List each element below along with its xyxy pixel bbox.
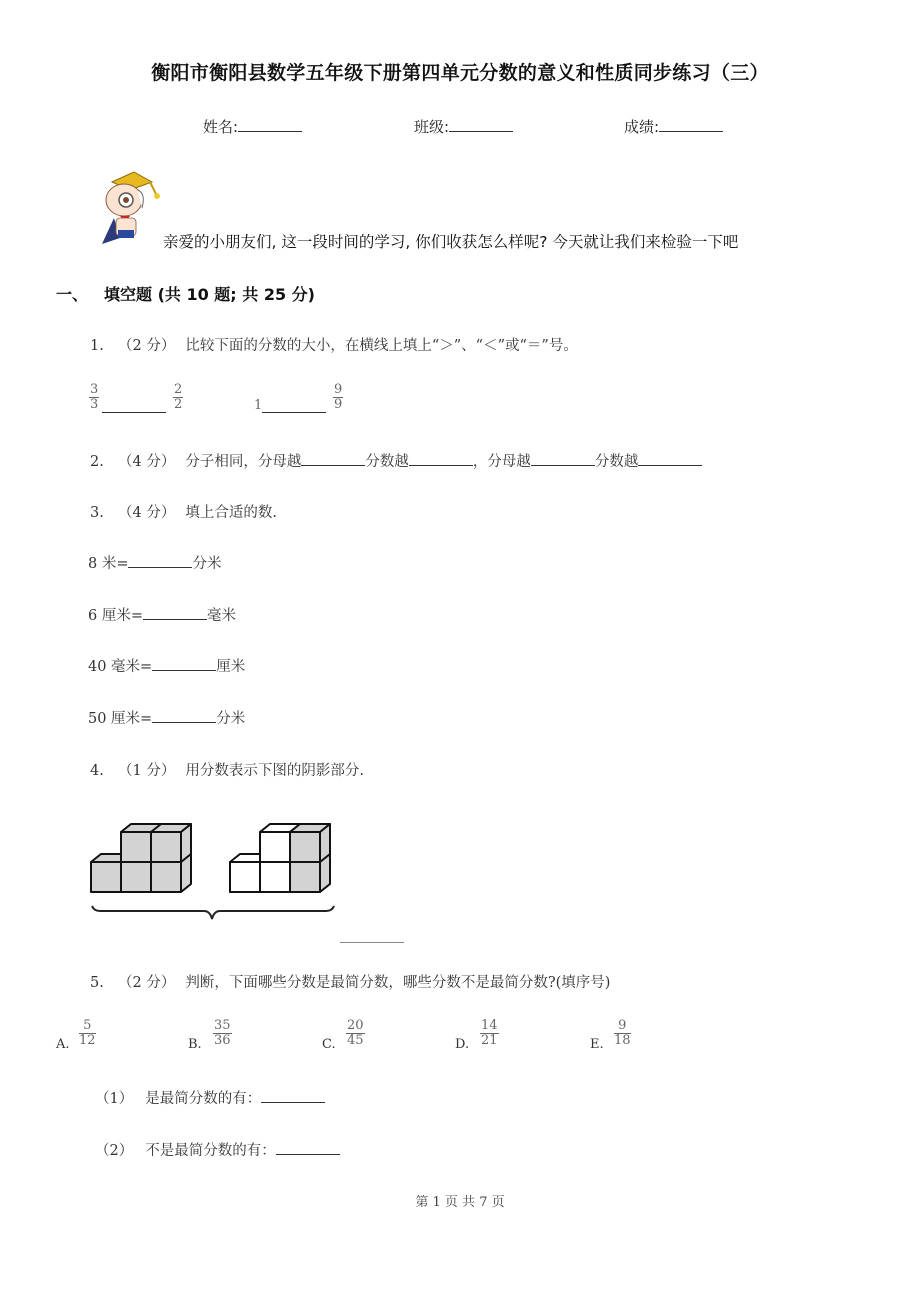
question-points: （1 分） bbox=[118, 763, 176, 779]
option-a-fraction: $\frac{5}{12}$ bbox=[79, 1018, 96, 1048]
question-text: 比较下面的分数的大小，在横线上填上“＞”、“＜”或“＝”号。 bbox=[185, 338, 578, 354]
question-5 bbox=[90, 971, 610, 992]
class-label: 班级: bbox=[414, 118, 450, 136]
section-title: 填空题 (共 10 题; 共 25 分) bbox=[104, 285, 315, 304]
fraction-2-2: $\frac{2}{2}$ bbox=[174, 382, 183, 412]
question-text-part: 分数越 bbox=[365, 454, 409, 470]
question-number: 4. bbox=[90, 763, 104, 779]
page-footer: 第 1 页 共 7 页 bbox=[415, 1195, 505, 1210]
question-number: 5. bbox=[90, 975, 104, 991]
option-d-fraction: $\frac{14}{21}$ bbox=[481, 1018, 498, 1048]
answer-blank[interactable] bbox=[128, 553, 192, 568]
compare-blank-2[interactable] bbox=[262, 398, 326, 413]
answer-blank[interactable] bbox=[152, 656, 216, 671]
name-label: 姓名: bbox=[203, 118, 239, 136]
figure-answer-blank[interactable] bbox=[340, 928, 404, 943]
option-e-label: E. bbox=[590, 1037, 604, 1052]
question-points: （4 分） bbox=[118, 454, 176, 470]
conversion-1: 8 米= 分米 bbox=[88, 552, 221, 573]
question-3 bbox=[90, 501, 277, 522]
name-field bbox=[203, 116, 302, 137]
question-2 bbox=[90, 450, 702, 471]
question-1 bbox=[90, 334, 578, 355]
section-number: 一、 bbox=[56, 285, 89, 304]
score-label: 成绩: bbox=[624, 118, 660, 136]
page-title: 衡阳市衡阳县数学五年级下册第四单元分数的意义和性质同步练习（三） bbox=[151, 62, 769, 84]
answer-blank[interactable] bbox=[531, 451, 595, 466]
score-blank[interactable] bbox=[659, 117, 723, 132]
question-text-part: ，分母越 bbox=[472, 454, 531, 470]
conversion-4: 50 厘米= 分米 bbox=[88, 707, 245, 728]
class-blank[interactable] bbox=[449, 117, 513, 132]
question-text-part: 分数越 bbox=[594, 454, 639, 470]
sub-question-2: （2） 不是最简分数的有： bbox=[95, 1139, 340, 1160]
cube-figure bbox=[88, 822, 340, 922]
question-text: 填上合适的数. bbox=[185, 505, 277, 521]
answer-blank[interactable] bbox=[152, 708, 216, 723]
conversion-3: 40 毫米= 厘米 bbox=[88, 655, 245, 676]
question-text-part: 分子相同，分母越 bbox=[185, 454, 302, 470]
option-c-label: C. bbox=[322, 1037, 336, 1052]
option-b-label: B. bbox=[188, 1037, 202, 1052]
answer-blank[interactable] bbox=[143, 605, 207, 620]
name-blank[interactable] bbox=[238, 117, 302, 132]
question-text: 判断，下面哪些分数是最简分数，哪些分数不是最简分数?(填序号) bbox=[185, 975, 611, 991]
conversion-2: 6 厘米= 毫米 bbox=[88, 604, 236, 625]
compare-blank-1[interactable] bbox=[102, 398, 166, 413]
section-heading bbox=[56, 282, 315, 305]
question-number: 2. bbox=[90, 454, 104, 470]
mascot-icon bbox=[90, 168, 170, 248]
option-a-label: A. bbox=[56, 1037, 70, 1052]
answer-blank[interactable] bbox=[261, 1088, 325, 1103]
option-c-fraction: $\frac{20}{45}$ bbox=[347, 1018, 364, 1048]
option-b-fraction: $\frac{35}{36}$ bbox=[214, 1018, 231, 1048]
question-number: 1. bbox=[90, 338, 104, 354]
question-points: （2 分） bbox=[118, 975, 176, 991]
class-field bbox=[414, 116, 513, 137]
answer-blank[interactable] bbox=[638, 451, 702, 466]
question-number: 3. bbox=[90, 505, 104, 521]
answer-blank[interactable] bbox=[301, 451, 365, 466]
option-d-label: D. bbox=[455, 1037, 470, 1052]
question-text: 用分数表示下图的阴影部分. bbox=[185, 763, 364, 779]
option-e-fraction: $\frac{9}{18}$ bbox=[614, 1018, 631, 1048]
score-field bbox=[624, 116, 723, 137]
fraction-9-9: $\frac{9}{9}$ bbox=[334, 382, 343, 412]
answer-blank[interactable] bbox=[276, 1140, 340, 1155]
whole-number-1: 1 bbox=[254, 398, 263, 413]
question-4 bbox=[90, 759, 364, 780]
answer-blank[interactable] bbox=[409, 451, 473, 466]
question-points: （2 分） bbox=[118, 338, 176, 354]
fraction-3-3: $\frac{3}{3}$ bbox=[90, 382, 99, 412]
greeting-text: 亲爱的小朋友们, 这一段时间的学习, 你们收获怎么样呢? 今天就让我们来检验一下吧 bbox=[163, 233, 739, 251]
question-points: （4 分） bbox=[118, 505, 176, 521]
sub-question-1: （1） 是最简分数的有： bbox=[95, 1087, 325, 1108]
